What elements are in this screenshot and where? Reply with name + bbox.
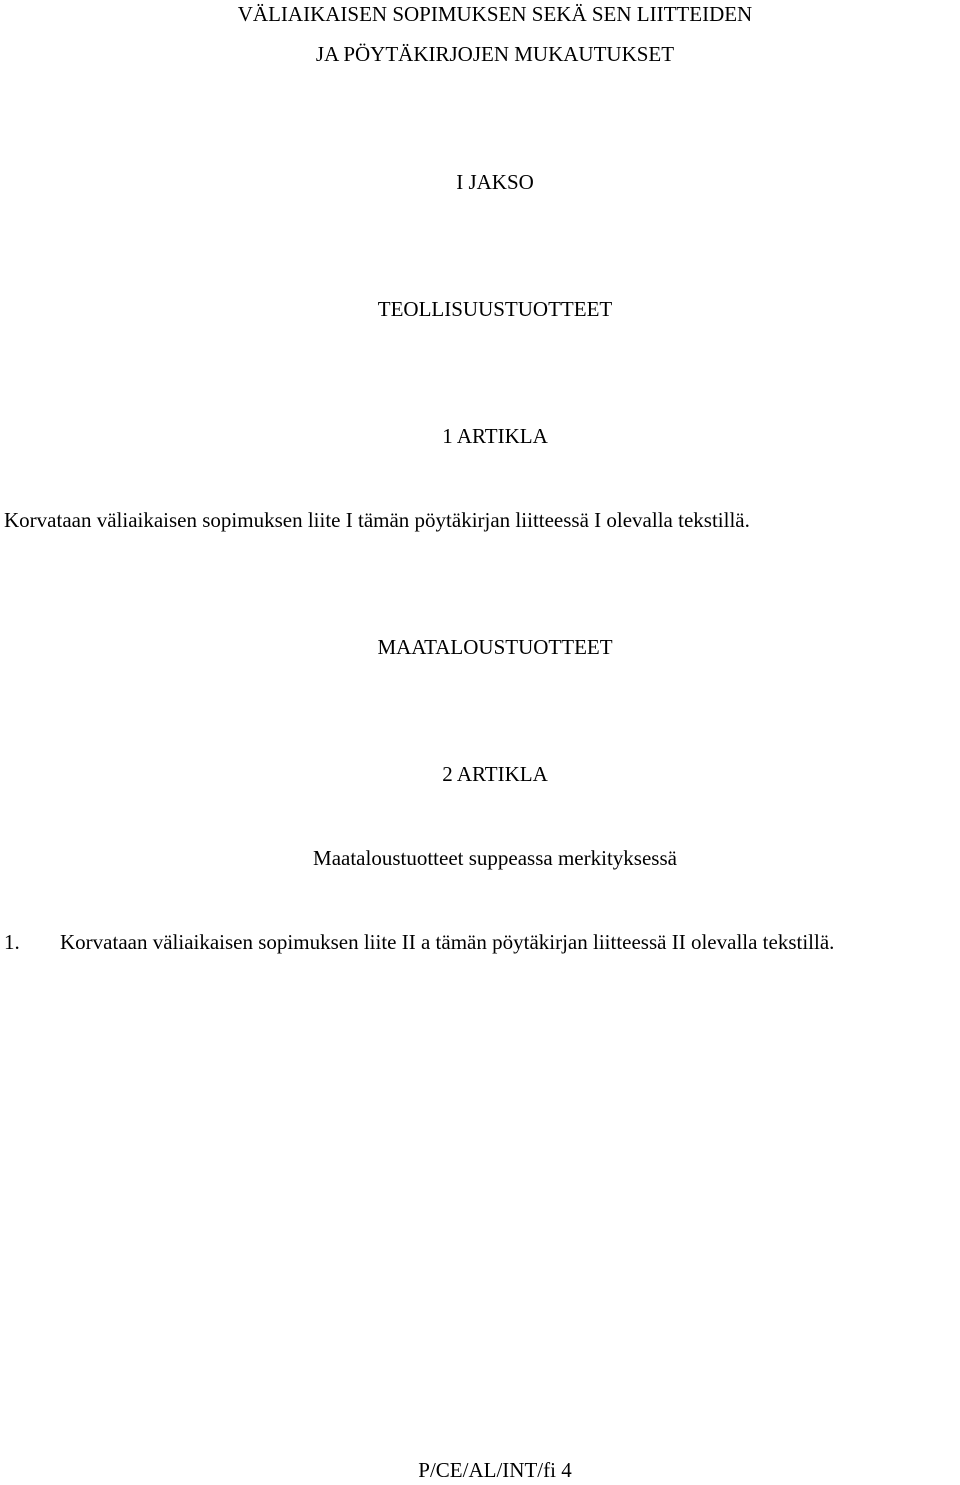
document-title-line-2: JA PÖYTÄKIRJOJEN MUKAUTUKSET — [315, 42, 675, 66]
article-1-title: 1 ARTIKLA — [442, 424, 548, 448]
document-title-line-1: VÄLIAIKAISEN SOPIMUKSEN SEKÄ SEN LIITTEIDEN — [237, 2, 753, 26]
list-item-text: Korvataan väliaikaisen sopimuksen liite II a tämän pöytäkirjan liitteessä II olevalla tekstillä. — [60, 930, 835, 954]
page-footer-reference: P/CE/AL/INT/fi 4 — [418, 1458, 572, 1482]
heading-agricultural-products: MAATALOUSTUOTTEET — [377, 635, 613, 659]
list-item-number: 1. — [4, 930, 20, 954]
heading-industrial-products: TEOLLISUUSTUOTTEET — [377, 297, 613, 321]
article-2-subtitle: Maataloustuotteet suppeassa merkityksessä — [313, 846, 677, 870]
section-title: I JAKSO — [456, 170, 534, 194]
article-2-title: 2 ARTIKLA — [442, 762, 548, 786]
article-1-text: Korvataan väliaikaisen sopimuksen liite I tämän pöytäkirjan liitteessä I olevalla tekstillä. — [4, 508, 750, 532]
